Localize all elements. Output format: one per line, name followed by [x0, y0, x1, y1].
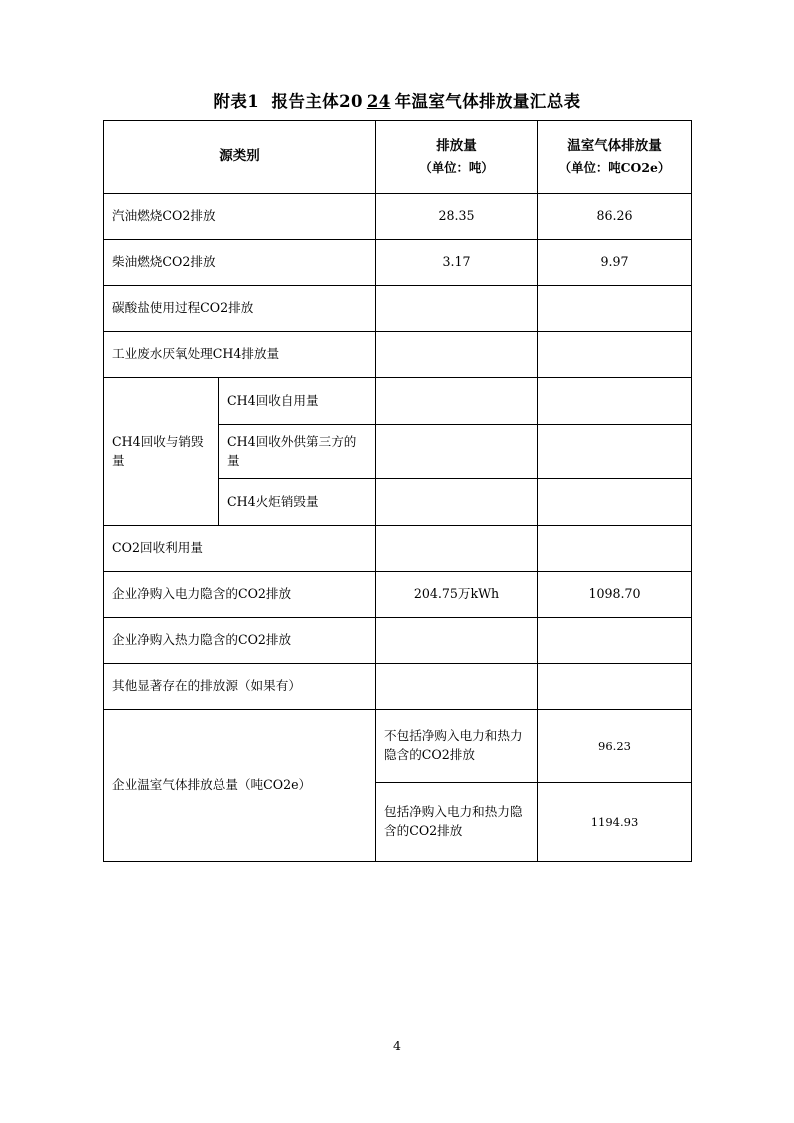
row-ghg-value	[538, 332, 692, 378]
table-row	[104, 286, 692, 332]
ch4-subrow-emission-value	[376, 479, 538, 526]
row-label: 柴油燃烧CO2排放	[104, 240, 376, 286]
ch4-subrow-ghg-value	[538, 425, 692, 479]
row-emission-value	[376, 286, 538, 332]
emissions-table-wrapper	[103, 120, 691, 862]
table-row	[104, 710, 692, 783]
total-value-excluding: 96.23	[538, 710, 692, 783]
ch4-subrow-ghg-value	[538, 378, 692, 425]
row-label: 企业净购入热力隐含的CO2排放	[104, 618, 376, 664]
row-ghg-value: 9.97	[538, 240, 692, 286]
ch4-subrow-label: CH4回收外供第三方的量	[219, 425, 376, 479]
table-header-row	[104, 121, 692, 194]
ch4-subrow-emission-value	[376, 425, 538, 479]
title-year-blank: 24	[366, 92, 391, 111]
row-ghg-value: 1098.70	[538, 572, 692, 618]
page-number: 4	[393, 1038, 401, 1053]
row-emission-value	[376, 618, 538, 664]
header-source-category	[104, 121, 376, 194]
row-emission-value	[376, 332, 538, 378]
table-row	[104, 332, 692, 378]
title-main-a: 报告主体20	[271, 92, 363, 111]
row-label: 碳酸盐使用过程CO2排放	[104, 286, 376, 332]
row-ghg-value: 86.26	[538, 194, 692, 240]
table-row	[104, 572, 692, 618]
header-emission-amount-unit: （单位：吨）	[419, 159, 494, 175]
header-ghg-emission-label: 温室气体排放量	[567, 138, 662, 155]
total-desc-excluding: 不包括净购入电力和热力隐含的CO2排放	[376, 710, 538, 783]
header-ghg-emission	[538, 121, 692, 194]
row-emission-value	[376, 664, 538, 710]
table-row	[104, 240, 692, 286]
row-emission-value	[376, 526, 538, 572]
row-emission-value: 204.75万kWh	[376, 572, 538, 618]
page-title	[103, 88, 691, 112]
ch4-subrow-label: CH4火炬销毁量	[219, 479, 376, 526]
row-ghg-value	[538, 526, 692, 572]
row-label: 其他显著存在的排放源（如果有）	[104, 664, 376, 710]
title-prefix: 附表1	[213, 92, 260, 111]
ch4-subrow-emission-value	[376, 378, 538, 425]
header-source-category-label: 源类别	[219, 148, 260, 165]
table-row	[104, 664, 692, 710]
row-emission-value: 3.17	[376, 240, 538, 286]
row-label: CO2回收利用量	[104, 526, 376, 572]
ch4-group-label: CH4回收与销毁量	[104, 378, 219, 526]
row-emission-value: 28.35	[376, 194, 538, 240]
row-label: 工业废水厌氧处理CH4排放量	[104, 332, 376, 378]
emissions-summary-table	[103, 120, 692, 862]
table-row	[104, 526, 692, 572]
row-label: 汽油燃烧CO2排放	[104, 194, 376, 240]
table-row	[104, 378, 692, 425]
row-ghg-value	[538, 286, 692, 332]
header-emission-amount-label: 排放量	[436, 138, 477, 155]
ch4-subrow-label: CH4回收自用量	[219, 378, 376, 425]
title-main-b: 年温室气体排放量汇总表	[394, 92, 581, 111]
table-row	[104, 194, 692, 240]
total-group-label: 企业温室气体排放总量（吨CO2e）	[104, 710, 376, 862]
ch4-subrow-ghg-value	[538, 479, 692, 526]
row-ghg-value	[538, 664, 692, 710]
header-ghg-emission-unit: （单位：吨CO2e）	[558, 159, 671, 175]
total-desc-including: 包括净购入电力和热力隐含的CO2排放	[376, 783, 538, 862]
header-emission-amount	[376, 121, 538, 194]
row-ghg-value	[538, 618, 692, 664]
total-value-including: 1194.93	[538, 783, 692, 862]
row-label: 企业净购入电力隐含的CO2排放	[104, 572, 376, 618]
table-row	[104, 618, 692, 664]
